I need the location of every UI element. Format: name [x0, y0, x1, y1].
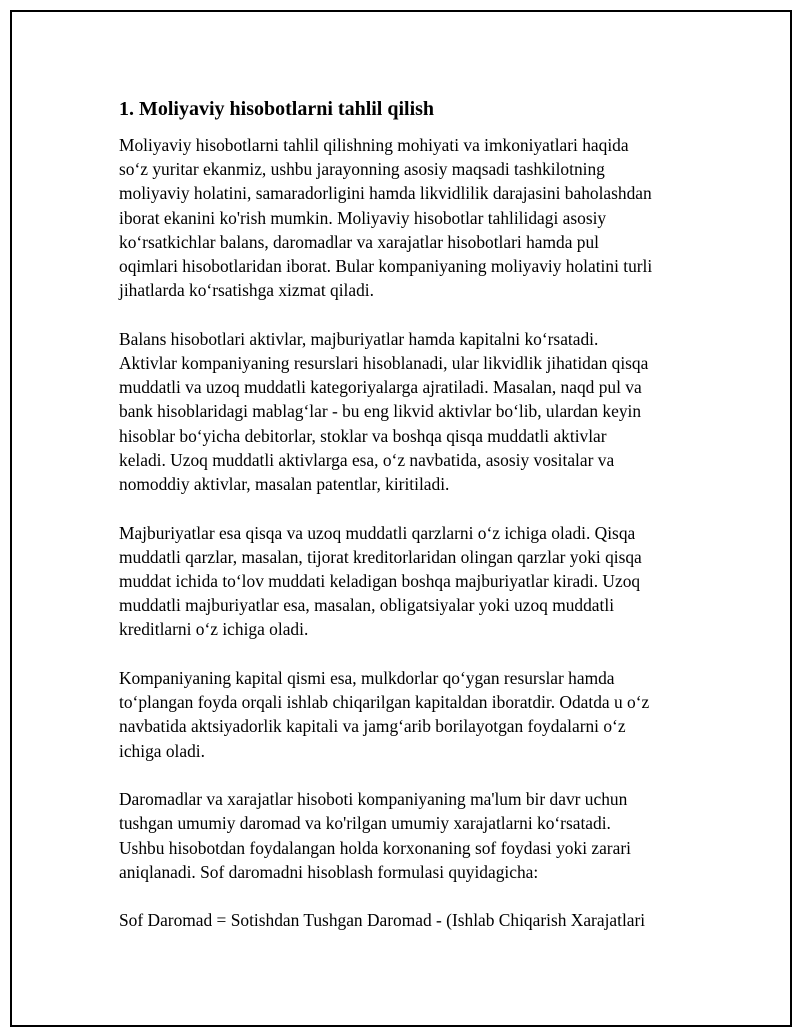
text-line: tushgan umumiy daromad va ko'rilgan umumiy xarajatlarni ko‘rsatadi.: [119, 813, 611, 834]
formula-line: Sof Daromad = Sotishdan Tushgan Daromad - (Ishlab Chiqarish Xarajatlari: [119, 910, 646, 931]
text-line: ko‘rsatkichlar balans, daromadlar va xarajatlar hisobotlari hamda pul: [119, 231, 599, 252]
paragraph-balance: [119, 327, 699, 496]
text-line: aniqlanadi. Sof daromadni hisoblash formulasi quyidagicha:: [119, 861, 539, 882]
text-line: Aktivlar kompaniyaning resurslari hisoblanadi, ular likvidlik jihatidan qisqa: [119, 353, 649, 374]
text-line: to‘plangan foyda orqali ishlab chiqarilgan kapitaldan iboratdir. Odatda u o‘z: [119, 692, 650, 713]
text-line: Balans hisobotlari aktivlar, majburiyatlar hamda kapitalni ko‘rsatadi.: [119, 328, 599, 349]
paragraph-income-statement: [119, 787, 699, 884]
paragraph-intro: [119, 133, 699, 302]
text-line: kreditlarni o‘z ichiga oladi.: [119, 619, 309, 640]
text-line: muddatli va uzoq muddatli kategoriyalarga ajratiladi. Masalan, naqd pul va: [119, 377, 642, 398]
text-line: hisoblar bo‘yicha debitorlar, stoklar va boshqa qisqa muddatli aktivlar: [119, 425, 607, 446]
text-line: navbatida aktsiyadorlik kapitali va jamg‘arib borilayotgan foydalarni o‘z: [119, 716, 626, 737]
text-line: ichiga oladi.: [119, 740, 205, 761]
paragraph-formula: [119, 908, 699, 932]
text-line: moliyaviy holatini, samaradorligini hamda likvidlilik darajasini baholashdan: [119, 183, 652, 204]
text-line: Kompaniyaning kapital qismi esa, mulkdorlar qo‘ygan resurslar hamda: [119, 668, 615, 689]
text-line: so‘z yuritar ekanmiz, ushbu jarayonning asosiy maqsadi tashkilotning: [119, 159, 605, 180]
text-line: iborat ekanini ko'rish mumkin. Moliyaviy hisobotlar tahlilidagi asosiy: [119, 207, 607, 228]
page-frame: [10, 10, 792, 1027]
paragraph-liabilities: [119, 521, 699, 642]
text-line: jihatlarda ko‘rsatishga xizmat qiladi.: [119, 280, 374, 301]
text-line: keladi. Uzoq muddatli aktivlarga esa, o‘z navbatida, asosiy vositalar va: [119, 449, 615, 470]
section-heading: 1. Moliyaviy hisobotlarni tahlil qilish: [119, 98, 435, 120]
text-line: Moliyaviy hisobotlarni tahlil qilishning mohiyati va imkoniyatlari haqida: [119, 135, 629, 155]
document-body: [119, 96, 699, 957]
text-line: Daromadlar va xarajatlar hisoboti kompaniyaning ma'lum bir davr uchun: [119, 789, 628, 810]
paragraph-capital: [119, 666, 699, 763]
text-line: bank hisoblaridagi mablag‘lar - bu eng likvid aktivlar bo‘lib, ulardan keyin: [119, 401, 642, 422]
text-line: nomoddiy aktivlar, masalan patentlar, kiritiladi.: [119, 474, 450, 495]
text-line: muddatli qarzlar, masalan, tijorat kreditorlaridan olingan qarzlar yoki qisqa: [119, 546, 642, 567]
text-line: oqimlari hisobotlaridan iborat. Bular kompaniyaning moliyaviy holatini turli: [119, 256, 653, 277]
text-line: Majburiyatlar esa qisqa va uzoq muddatli qarzlarni o‘z ichiga oladi. Qisqa: [119, 522, 636, 543]
text-line: muddatli majburiyatlar esa, masalan, obligatsiyalar yoki uzoq muddatli: [119, 595, 615, 616]
text-line: Ushbu hisobotdan foydalangan holda korxonaning sof foydasi yoki zarari: [119, 837, 631, 858]
text-line: muddat ichida to‘lov muddati keladigan boshqa majburiyatlar kiradi. Uzoq: [119, 571, 641, 592]
